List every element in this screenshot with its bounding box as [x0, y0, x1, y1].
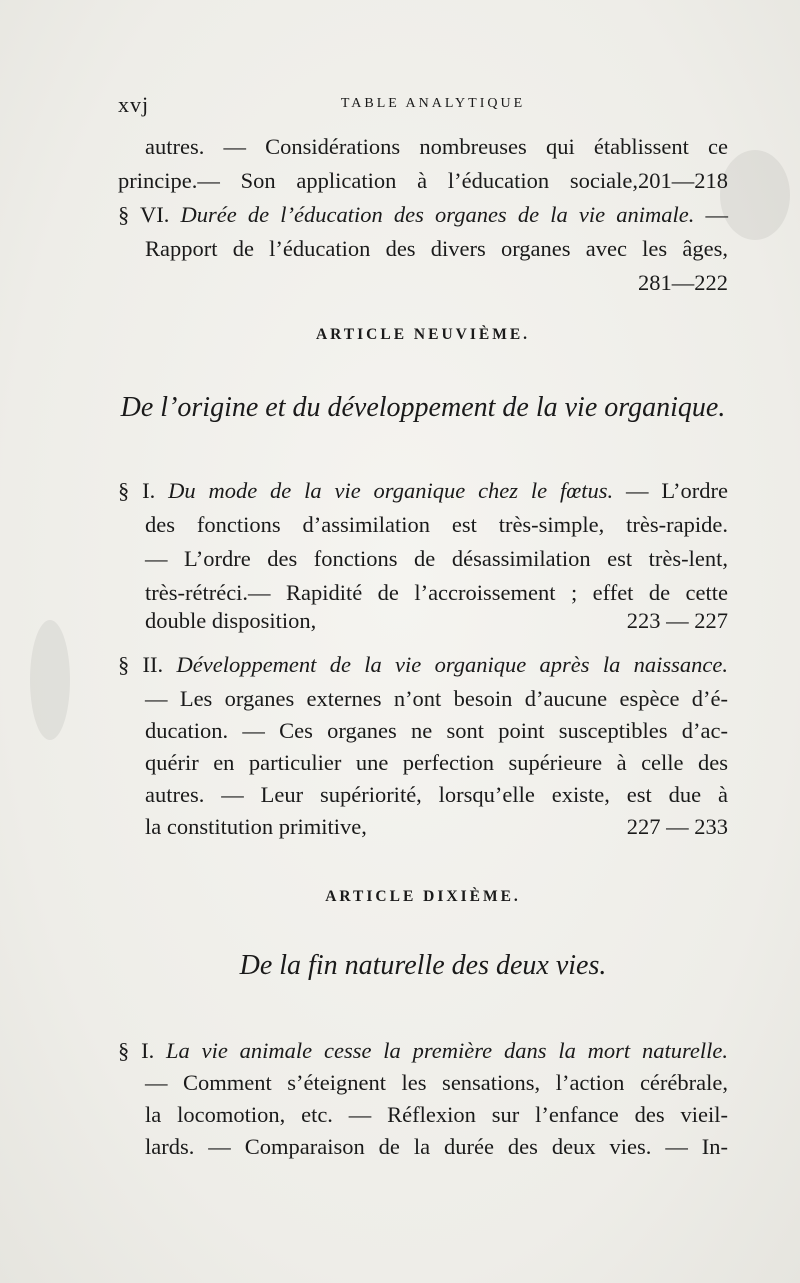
- text-line-with-pages: [145, 604, 728, 638]
- text-line: Rapport de l’éducation des divers organes avec les âges,: [145, 236, 728, 261]
- text-line: quérir en particulier une perfection supérieure à celle des: [145, 750, 728, 775]
- section-title: Développement de la vie organique après la naissance.: [176, 652, 729, 677]
- section-mark: § II.: [118, 652, 164, 677]
- text-line: ducation. — Ces organes ne sont point susceptibles d’ac-: [145, 718, 728, 743]
- text-line: autres. — Considérations nombreuses qui établissent ce: [145, 134, 728, 159]
- section-mark: § I.: [118, 478, 156, 503]
- section-title: Durée de l’éducation des organes de la vie animale.: [180, 202, 695, 227]
- text-line: des fonctions d’assimilation est très-simple, très-rapide.: [145, 512, 728, 537]
- section-mark: § I.: [118, 1038, 155, 1063]
- text-line: très-rétréci.— Rapidité de l’accroissement ; effet de cette: [145, 580, 728, 605]
- text-line: — L’ordre des fonctions de désassimilation est très-lent,: [145, 546, 728, 571]
- text-line: principe.— Son application à l’éducation sociale,201—218: [118, 168, 728, 193]
- section-i-line: [118, 1034, 728, 1068]
- section-mark: § VI.: [118, 202, 170, 227]
- text: la constitution primitive,: [145, 814, 367, 839]
- text-line: lards. — Comparaison de la durée des deux vies. — In-: [145, 1134, 728, 1159]
- paper-smudge: [720, 150, 790, 240]
- section-title: La vie animale cesse la première dans la mort naturelle.: [166, 1038, 728, 1063]
- text-line-with-pages: [145, 810, 728, 844]
- section-i-line: [118, 474, 728, 508]
- page-header: [118, 92, 728, 122]
- page-range: 281—222: [638, 270, 728, 295]
- article-title: De l’origine et du développement de la vie organique.: [120, 392, 726, 423]
- running-title: TABLE ANALYTIQUE: [340, 96, 526, 111]
- text-line: — Comment s’éteignent les sensations, l’action cérébrale,: [145, 1070, 728, 1095]
- section-vi-line: [118, 198, 728, 232]
- page-range: 227 — 233: [626, 814, 728, 839]
- article-heading: ARTICLE NEUVIÈME.: [315, 326, 531, 343]
- dash: —: [694, 202, 729, 227]
- page-range: 223 — 227: [626, 608, 728, 633]
- text-line: la locomotion, etc. — Réflexion sur l’enfance des vieil-: [145, 1102, 728, 1127]
- text-line: autres. — Leur supériorité, lorsqu’elle existe, est due à: [145, 782, 728, 807]
- paper-smudge: [30, 620, 70, 740]
- text-line: — Les organes externes n’ont besoin d’aucune espèce d’é-: [145, 686, 728, 711]
- section-text: — L’ordre: [613, 478, 728, 503]
- text: double disposition,: [145, 608, 317, 633]
- section-ii-line: [118, 648, 728, 682]
- page-number: xvj: [118, 92, 150, 117]
- article-title: De la fin naturelle des deux vies.: [239, 950, 607, 981]
- section-title: Du mode de la vie organique chez le fœtus.: [168, 478, 614, 503]
- article-heading: ARTICLE DIXIÈME.: [325, 888, 521, 905]
